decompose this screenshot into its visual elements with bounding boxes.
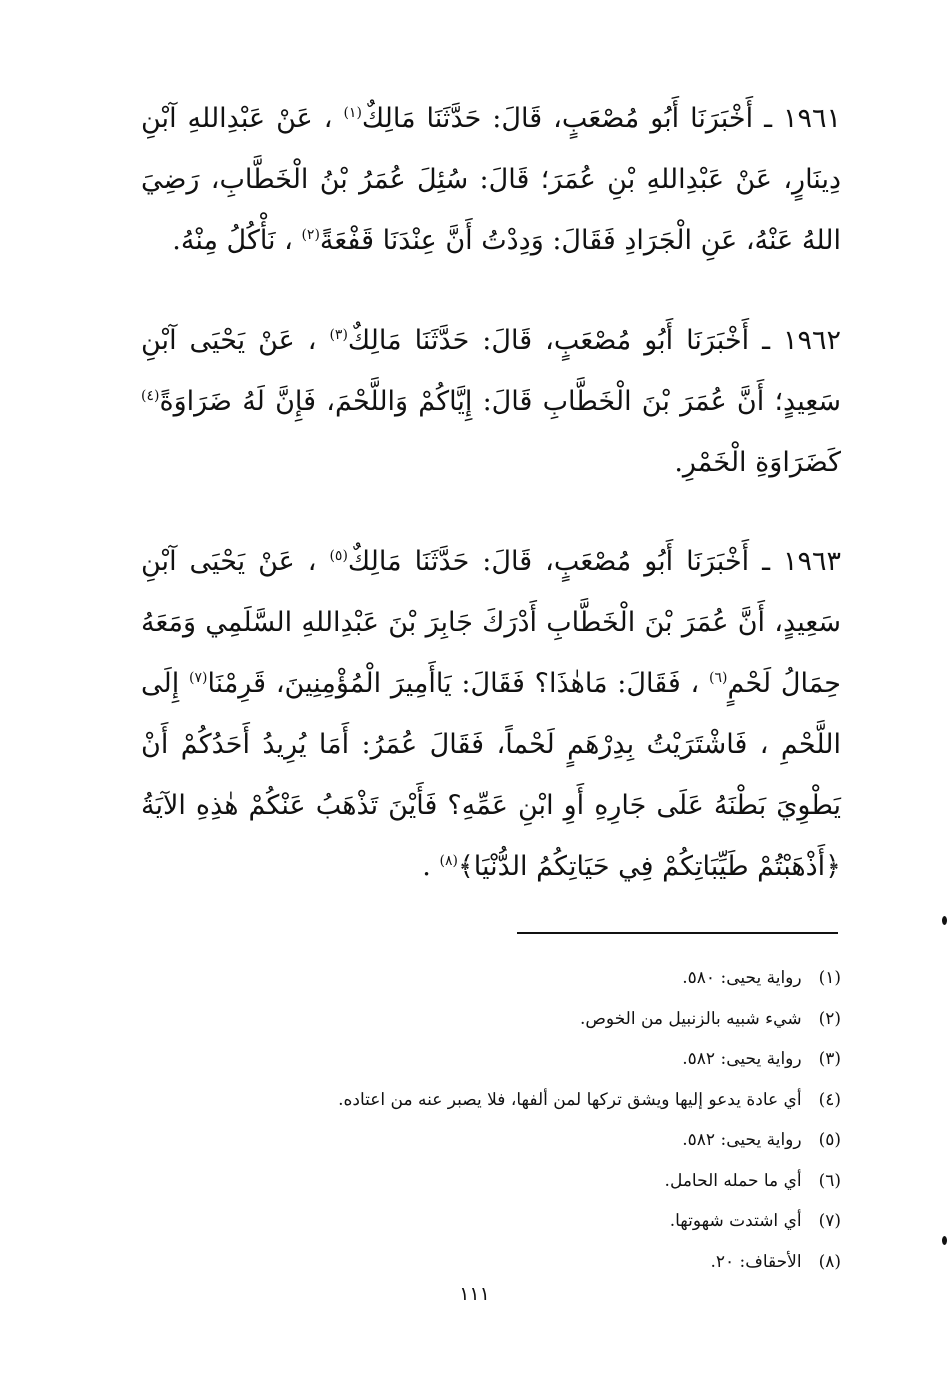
footnote-number: (٨) [818, 1251, 841, 1272]
hadith-1961 [141, 88, 841, 271]
footnote-text: الأحقاف: ٢٠. [710, 1251, 802, 1272]
footnote-text: رواية يحيى: ٥٨٢. [682, 1130, 802, 1150]
footnote-item [141, 958, 841, 999]
page-number: ١١١ [459, 1283, 490, 1305]
hadith-text: ، عَنْ عَبْدِاللهِ آبْنِ دِينَارٍ، عَنْ عَبْدِاللهِ بْنِ عُمَرَ؛ قَالَ: سُئِلَ عُمَرُ بْنُ الْخَطَّابِ، رَضِيَ اللهُ عَنْهُ، عَنِ الْجَرَادِ فَقَالَ: وَدِدْتُ أَنَّ عِنْدَنَا قَفْعَةً [141, 103, 841, 256]
footnote-ref: (٨) [439, 853, 458, 869]
footnote-number: (٤) [818, 1089, 841, 1110]
hadith-text: إِلَى اللَّحْمِ ، فَاشْتَرَيْتُ بِدِرْهَمٍ لَحْماً، فَقَالَ عُمَرُ: أَمَا يُرِيدُ أَحَدُكُمْ أَنْ يَطْوِيَ بَطْنَهُ عَلَى جَارِهِ أَوِ ابْنِ عَمِّهِ؟ فَأَيْنَ تَذْهَبُ عَنْكُمْ هٰذِهِ الآيَةُ ﴿أَذْهَبْتُمْ طَيِّبَاتِكُمْ فِي حَيَاتِكُمُ الدُّنْيَا﴾ [141, 668, 841, 882]
scan-speck [942, 916, 947, 925]
hadith-text: كَضَرَاوَةِ الْخَمْرِ. [674, 447, 841, 478]
footnote-item [141, 1161, 841, 1202]
footnote-number: (٣) [818, 1049, 841, 1069]
hadith-text: ، عَنْ يَحْيَى آبْنِ سَعِيدٍ، أَنَّ عُمَرَ بْنَ الْخَطَّابِ أَدْرَكَ جَابِرَ بْنَ عَبْدِاللهِ السَّلَمِي وَمَعَهُ حِمَالُ لَحْمٍ [141, 546, 841, 699]
footnote-item [141, 1120, 841, 1161]
hadith-text: ١٩٦٢ ـ أَخْبَرَنَا أَبُو مُصْعَبٍ، قَالَ: حَدَّثَنَا مَالِكٌ [347, 325, 842, 356]
footnote-text: شيء شبيه بالزنبيل من الخوص. [579, 1008, 802, 1029]
footnote-ref: (١) [343, 105, 362, 121]
hadith-text: ١٩٦٣ ـ أَخْبَرَنَا أَبُو مُصْعَبٍ، قَالَ: حَدَّثَنَا مَالِكٌ [347, 546, 842, 577]
footnote-item [141, 1242, 841, 1283]
hadith-text: ، فَقَالَ: مَاهٰذَا؟ فَقَالَ: يَاأَمِيرَ الْمُؤْمِنِينَ، قَرِمْنَا [207, 668, 710, 699]
footnote-text: أي اشتدت شهوتها. [669, 1211, 802, 1231]
hadith-text: . [422, 851, 440, 882]
footnote-item [141, 1201, 841, 1242]
footnote-divider [517, 932, 838, 934]
footnote-item [141, 1039, 841, 1080]
footnote-text: أي عادة يدعو إليها ويشق تركها لمن ألفها، فلا يصبر عنه من اعتاده. [338, 1089, 802, 1110]
hadith-text: ١٩٦١ ـ أَخْبَرَنَا أَبُو مُصْعَبٍ، قَالَ: حَدَّثَنَا مَالِكٌ [361, 103, 842, 134]
footnote-text: رواية يحيى: ٥٨٢. [682, 1049, 802, 1069]
footnote-ref: (٣) [329, 327, 348, 343]
footnote-ref: (٧) [188, 670, 208, 686]
footnote-item [141, 999, 841, 1040]
footnote-number: (٧) [818, 1211, 841, 1231]
hadith-text: ، نَأْكُلُ مِنْهُ. [172, 225, 302, 256]
footnote-number: (٢) [818, 1008, 841, 1029]
footnote-ref: (٦) [709, 670, 728, 686]
footnotes-list [141, 958, 841, 1282]
footnote-text: أي ما حمله الحامل. [664, 1170, 802, 1191]
scan-speck [942, 1236, 947, 1245]
footnote-number: (١) [818, 968, 841, 988]
hadith-1962 [141, 310, 841, 493]
footnote-ref: (٥) [329, 548, 348, 564]
footnote-item [141, 1080, 841, 1121]
footnote-number: (٥) [818, 1130, 841, 1150]
hadith-1963 [141, 531, 841, 897]
footnote-number: (٦) [818, 1170, 841, 1191]
hadith-text: ، عَنْ يَحْيَى آبْنِ سَعِيدٍ؛ أَنَّ عُمَرَ بْنَ الْخَطَّابِ قَالَ: إِيَّاكُمْ وَاللَّحْمَ، فَإِنَّ لَهُ ضَرَاوَةً [141, 325, 841, 417]
footnote-ref: (٤) [141, 388, 160, 404]
footnote-text: رواية يحيى: ٥٨٠. [682, 968, 802, 988]
footnote-ref: (٢) [301, 227, 320, 243]
